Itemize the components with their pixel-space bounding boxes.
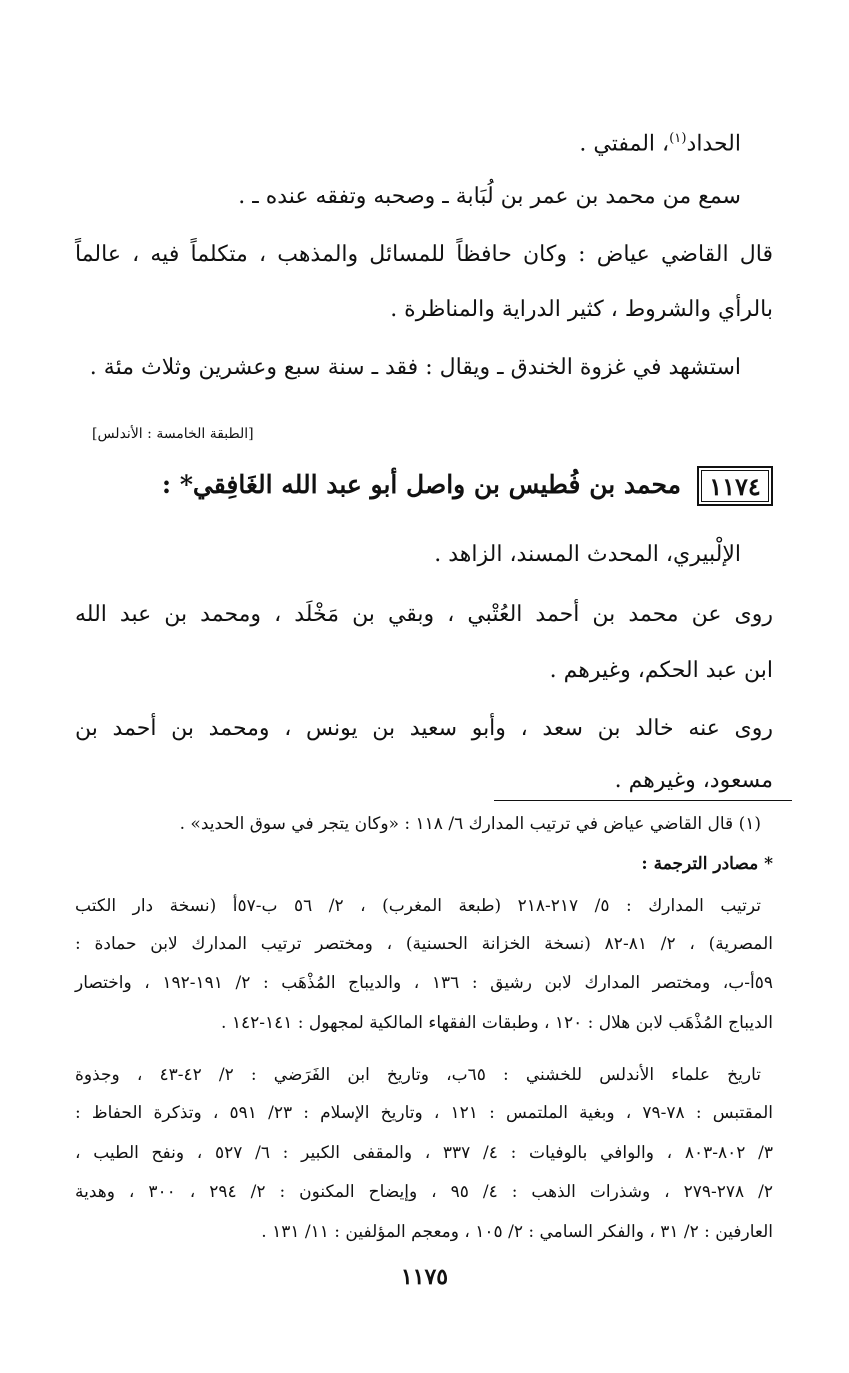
source-line-2: المصرية) ، ٢/ ٨١-٨٢ (نسخة الخزانة الحسنية) ، ومختصر ترتيب المدارك لابن حمادة : [75, 934, 773, 954]
footnote-1: (١) قال القاضي عياض في ترتيب المدارك ٦/ ١١٨ : «وكان يتجر في سوق الحديد» . [179, 814, 761, 834]
text-line-8: ابن عبد الحكم، وغيرهم . [549, 658, 773, 683]
text-segment: الحداد [686, 131, 741, 157]
source-line-6: المقتبس : ٧٨-٧٩ ، وبغية الملتمس : ١٢١ ، وتاريخ الإسلام : ٢٣/ ٥٩١ ، وتذكرة الحفاظ : [75, 1103, 773, 1123]
page-number: ١١٧٥ [400, 1264, 449, 1290]
section-tag: [الطبقة الخامسة : الأندلس] [92, 426, 254, 442]
source-line-7: ٣/ ٨٠٢-٨٠٣ ، والوافي بالوفيات : ٤/ ٣٣٧ ، والمقفى الكبير : ٦/ ٥٢٧ ، ونفح الطيب ، [75, 1143, 773, 1163]
source-line-1: ترتيب المدارك : ٥/ ٢١٧-٢١٨ (طبعة المغرب) ، ٢/ ٥٦ ب-٥٧أ (نسخة دار الكتب [75, 896, 762, 916]
text-segment: ، المفتي . [579, 131, 670, 157]
source-line-9: العارفين : ٢/ ٣١ ، والفكر السامي : ٢/ ١٠٥ ، ومعجم المؤلفين : ١١/ ١٣١ . [261, 1222, 773, 1242]
text-line-3: قال القاضي عياض : وكان حافظاً للمسائل والمذهب ، متكلماً فيه ، عالماً [75, 242, 773, 267]
text-line-7: روى عن محمد بن أحمد العُتْبي ، وبقي بن مَخْلَد ، ومحمد بن عبد الله [75, 602, 773, 627]
text-line-4: بالرأي والشروط ، كثير الدراية والمناظرة . [390, 297, 773, 322]
source-line-8: ٢/ ٢٧٨-٢٧٩ ، وشذرات الذهب : ٤/ ٩٥ ، وإيضاح المكنون : ٢/ ٢٩٤ ، ٣٠٠ ، وهدية [75, 1182, 773, 1202]
entry-number-box [697, 466, 773, 506]
text-line-2: سمع من محمد بن عمر بن لُبَابة ـ وصحبه وتفقه عنده ـ . [238, 184, 741, 209]
source-line-3: ٥٩أ-ب، ومختصر المدارك لابن رشيق : ١٣٦ ، والديباج المُذْهَب : ٢/ ١٩١-١٩٢ ، واختصار [75, 973, 773, 993]
source-line-4: الديباج المُذْهَب لابن هلال : ١٢٠ ، وطبقات الفقهاء المالكية لمجهول : ١٤١-١٤٢ . [221, 1013, 773, 1033]
text-line-1 [579, 124, 741, 159]
footnote-marker[interactable]: (١) [669, 131, 687, 146]
text-line-5: استشهد في غزوة الخندق ـ ويقال : فقد ـ سنة سبع وعشرين وثلاث مئة . [89, 355, 741, 380]
sources-heading: * مصادر الترجمة : [641, 854, 773, 874]
text-line-10: مسعود، وغيرهم . [614, 768, 773, 793]
entry-number: ١١٧٤ [709, 471, 761, 501]
source-line-5: تاريخ علماء الأندلس للخشني : ٦٥ب، وتاريخ ابن الفَرَضي : ٢/ ٤٢-٤٣ ، وجذوة [75, 1065, 761, 1085]
entry-title: محمد بن فُطيس بن واصل أبو عبد الله الغَافِقي* : [161, 470, 681, 499]
footnote-divider [494, 800, 792, 801]
text-line-6: الإلْبيري، المحدث المسند، الزاهد . [434, 542, 741, 567]
text-line-9: روى عنه خالد بن سعد ، وأبو سعيد بن يونس ، ومحمد بن أحمد بن [75, 716, 773, 741]
